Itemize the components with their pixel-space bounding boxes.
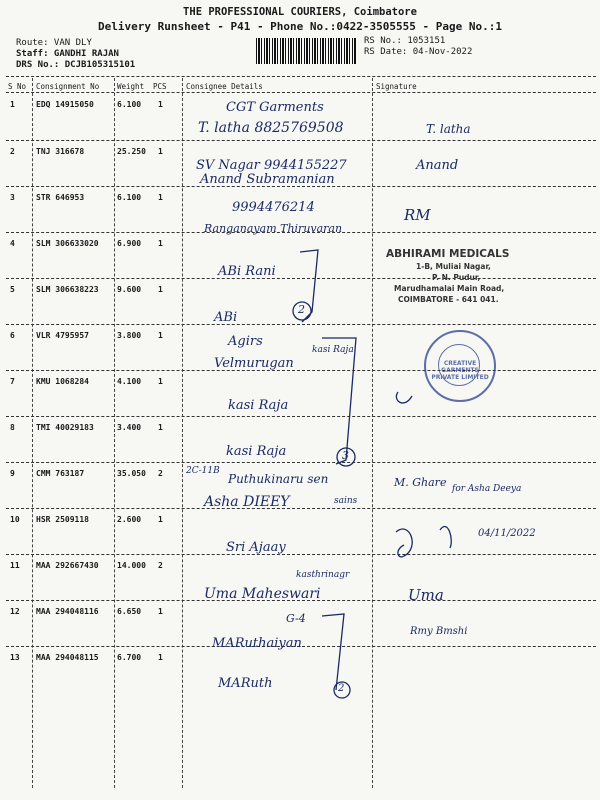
- handwritten-note: ABi: [214, 310, 238, 325]
- col-header-consignment: Consignment No: [36, 82, 100, 91]
- row-weight: 2.600: [117, 515, 142, 524]
- row-consignment: TMI 40029183: [36, 423, 94, 432]
- row-weight: 6.700: [117, 653, 142, 662]
- row-sno: 9: [10, 469, 15, 478]
- row-sno: 4: [10, 239, 15, 248]
- row-consignment: SLM 306633020: [36, 239, 99, 248]
- signature: RM: [404, 206, 431, 224]
- route-label: Route: VAN DLY: [16, 38, 92, 48]
- col-header-pcs: PCS: [153, 82, 167, 91]
- row-weight: 3.400: [117, 423, 142, 432]
- row-pcs: 1: [158, 607, 163, 616]
- bracket-stroke: [322, 614, 344, 690]
- row-weight: 25.250: [117, 147, 146, 156]
- row-sno: 3: [10, 193, 15, 202]
- handwritten-note: ABi Rani: [218, 264, 276, 279]
- signature: for Asha Deeya: [452, 484, 522, 494]
- row-weight: 14.000: [117, 561, 146, 570]
- row-pcs: 2: [158, 561, 163, 570]
- signature: Uma: [408, 586, 444, 604]
- circled-mark: 3: [342, 449, 349, 462]
- circle-mark: [293, 302, 311, 320]
- row-sno: 13: [10, 653, 20, 662]
- row-sno: 7: [10, 377, 15, 386]
- row-weight: 6.100: [117, 100, 142, 109]
- col-header-consignee: Consignee Details: [186, 82, 263, 91]
- handwritten-note: SV Nagar 9944155227: [196, 158, 347, 173]
- company-seal: [424, 330, 496, 402]
- stamp-line: P. N. Pudur,: [432, 273, 481, 282]
- handwritten-note: 2C-11B: [186, 466, 220, 476]
- row-pcs: 1: [158, 239, 163, 248]
- col-header-sno: S No: [8, 82, 27, 91]
- row-consignment: HSR 2509118: [36, 515, 89, 524]
- row-pcs: 2: [158, 469, 163, 478]
- handwritten-note: sains: [334, 496, 358, 506]
- row-pcs: 1: [158, 100, 163, 109]
- row-pcs: 1: [158, 147, 163, 156]
- signature: Anand: [416, 158, 459, 173]
- handwritten-note: kasi Raja: [228, 398, 289, 413]
- handwritten-note: Anand Subramanian: [200, 172, 335, 187]
- stamp-line: 1-B, Muliai Nagar,: [416, 262, 491, 271]
- row-pcs: 1: [158, 193, 163, 202]
- row-consignment: MAA 294048115: [36, 653, 99, 662]
- handwritten-note: Asha DIEEY: [204, 494, 290, 510]
- handwritten-note: Velmurugan: [214, 356, 294, 371]
- row-sno: 8: [10, 423, 15, 432]
- circled-mark: 2: [338, 683, 345, 694]
- row-pcs: 1: [158, 377, 163, 386]
- row-pcs: 1: [158, 285, 163, 294]
- seal-text: CREATIVE GARMENTS PRIVATE LIMITED: [431, 360, 489, 381]
- handwritten-note: Ranganayam Thiruvaran: [204, 222, 343, 235]
- stamp-line: COIMBATORE - 641 041.: [398, 295, 499, 304]
- row-weight: 6.650: [117, 607, 142, 616]
- handwritten-note: kasi Raja: [312, 345, 354, 355]
- row-weight: 6.900: [117, 239, 142, 248]
- handwritten-note: MARuth: [218, 676, 273, 691]
- signature: T. latha: [426, 122, 471, 136]
- row-sno: 6: [10, 331, 15, 340]
- row-weight: 35.050: [117, 469, 146, 478]
- row-consignment: CMM 763187: [36, 469, 85, 478]
- row-sno: 1: [10, 100, 15, 109]
- handwritten-note: G-4: [286, 612, 306, 625]
- signature: Rmy Bmshi: [410, 626, 468, 637]
- row-pcs: 1: [158, 331, 163, 340]
- col-header-signature: Signature: [376, 82, 417, 91]
- row-consignment: KMU 1068284: [36, 377, 89, 386]
- row-sno: 5: [10, 285, 15, 294]
- row-consignment: MAA 292667430: [36, 561, 99, 570]
- handwritten-note: T. latha 8825769508: [198, 120, 344, 136]
- row-consignment: STR 646953: [36, 193, 85, 202]
- row-weight: 4.100: [117, 377, 142, 386]
- stamp-line: Marudhamalai Main Road,: [394, 284, 505, 293]
- row-weight: 3.800: [117, 331, 142, 340]
- row-sno: 10: [10, 515, 20, 524]
- handwritten-note: Uma Maheswari: [204, 586, 321, 602]
- row-pcs: 1: [158, 653, 163, 662]
- handwritten-note: 9994476214: [232, 200, 315, 215]
- handwritten-note: Sri Ajaay: [226, 540, 286, 555]
- handwritten-note: kasthrinagr: [296, 570, 350, 580]
- row-consignment: MAA 294048116: [36, 607, 99, 616]
- rs-number: RS No.: 1053151: [364, 36, 446, 46]
- signature-stroke: [440, 526, 451, 548]
- row-sno: 12: [10, 607, 20, 616]
- row-sno: 11: [10, 561, 20, 570]
- handwritten-note: CGT Garments: [226, 100, 324, 115]
- circled-mark: 2: [298, 303, 305, 316]
- stamp-title: ABHIRAMI MEDICALS: [386, 248, 510, 260]
- rs-date: RS Date: 04-Nov-2022: [364, 47, 473, 57]
- handwritten-note: MARuthaiyan: [212, 636, 302, 651]
- company-title: THE PROFESSIONAL COURIERS, Coimbatore: [183, 6, 417, 18]
- row-pcs: 1: [158, 423, 163, 432]
- row-consignment: EDQ 14915050: [36, 100, 94, 109]
- handwritten-note: Agirs: [228, 334, 263, 349]
- drs-number: DRS No.: DCJB105315101: [16, 60, 136, 70]
- col-header-weight: Weight: [117, 82, 145, 91]
- row-consignment: VLR 4795957: [36, 331, 89, 340]
- signature: M. Ghare: [394, 476, 447, 489]
- signature-stroke: [396, 529, 412, 557]
- signature-date: 04/11/2022: [478, 528, 536, 539]
- row-weight: 9.600: [117, 285, 142, 294]
- signature-stroke: [396, 392, 412, 403]
- handwritten-note: kasi Raja: [226, 444, 287, 459]
- row-sno: 2: [10, 147, 15, 156]
- row-weight: 6.100: [117, 193, 142, 202]
- row-consignment: TNJ 316678: [36, 147, 85, 156]
- bracket-stroke: [300, 250, 318, 322]
- row-consignment: SLM 306638223: [36, 285, 99, 294]
- row-pcs: 1: [158, 515, 163, 524]
- bracket-stroke: [322, 338, 356, 464]
- handwritten-note: Puthukinaru sen: [228, 472, 329, 486]
- staff-label: Staff: GANDHI RAJAN: [16, 49, 119, 59]
- runsheet-title: Delivery Runsheet - P41 - Phone No.:0422-3505555 - Page No.:1: [98, 20, 502, 33]
